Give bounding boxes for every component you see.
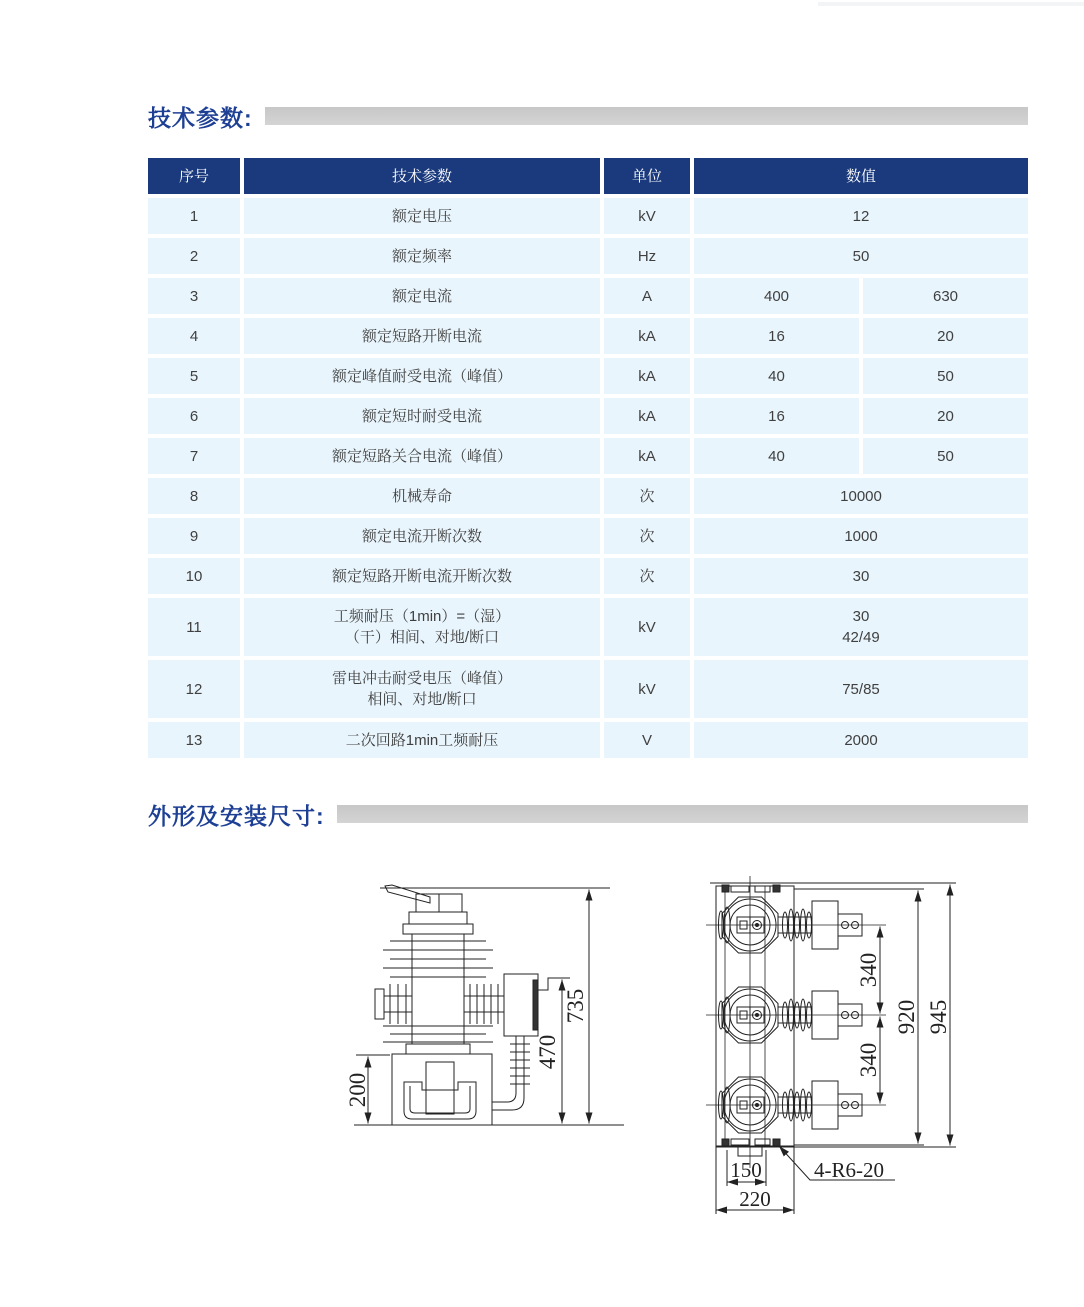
param-value: 40 — [694, 358, 859, 394]
param-unit: Hz — [604, 238, 690, 274]
param-name: 二次回路1min工频耐压 — [244, 722, 600, 758]
header-value: 数值 — [694, 158, 1028, 194]
top-view-poles — [706, 897, 886, 1133]
param-value: 20 — [863, 318, 1028, 354]
top-view-frame — [710, 876, 956, 1168]
param-unit: A — [604, 278, 690, 314]
dim-label-340-top: 340 — [856, 952, 881, 988]
row-number: 7 — [148, 438, 240, 474]
value-cells — [694, 318, 1028, 354]
param-unit: kA — [604, 398, 690, 434]
row-number: 5 — [148, 358, 240, 394]
dim-label-220: 220 — [739, 1187, 771, 1211]
param-value: 400 — [694, 278, 859, 314]
param-name: 额定短路开断电流开断次数 — [244, 558, 600, 594]
param-value: 50 — [863, 438, 1028, 474]
row-number: 12 — [148, 660, 240, 718]
value-cells — [694, 598, 1028, 656]
param-value: 16 — [694, 398, 859, 434]
mounting-hole-note: 4-R6-20 — [814, 1158, 884, 1182]
row-number: 1 — [148, 198, 240, 234]
value-cells — [694, 198, 1028, 234]
dim-label-945: 945 — [926, 999, 951, 1035]
row-number: 4 — [148, 318, 240, 354]
value-cells — [694, 518, 1028, 554]
value-cells — [694, 398, 1028, 434]
param-name: 额定电压 — [244, 198, 600, 234]
value-cells — [694, 238, 1028, 274]
section-title-dimensions: 外形及安装尺寸: — [148, 803, 325, 829]
dim-label-200: 200 — [345, 1072, 370, 1108]
param-unit: kV — [604, 660, 690, 718]
table-row — [148, 478, 1028, 514]
page-edge-band — [818, 2, 1084, 6]
param-value: 75/85 — [694, 660, 1028, 718]
param-value: 10000 — [694, 478, 1028, 514]
param-value: 40 — [694, 438, 859, 474]
param-value: 630 — [863, 278, 1028, 314]
param-unit: 次 — [604, 558, 690, 594]
param-value: 12 — [694, 198, 1028, 234]
param-name: 额定电流 — [244, 278, 600, 314]
param-name: 雷电冲击耐受电压（峰值） 相间、对地/断口 — [244, 660, 600, 718]
table-row — [148, 238, 1028, 274]
param-value: 1000 — [694, 518, 1028, 554]
dim-label-150: 150 — [730, 1158, 762, 1182]
value-cells — [694, 722, 1028, 758]
header-param: 技术参数 — [244, 158, 600, 194]
row-number: 13 — [148, 722, 240, 758]
table-row — [148, 278, 1028, 314]
param-value: 16 — [694, 318, 859, 354]
row-number: 11 — [148, 598, 240, 656]
table-row — [148, 198, 1028, 234]
table-row — [148, 558, 1028, 594]
param-value: 30 42/49 — [694, 598, 1028, 656]
section-title-bar — [265, 107, 1028, 125]
value-cells — [694, 358, 1028, 394]
param-name: 额定电流开断次数 — [244, 518, 600, 554]
table-row — [148, 598, 1028, 656]
param-name: 额定短路开断电流 — [244, 318, 600, 354]
param-value: 30 — [694, 558, 1028, 594]
param-name: 工频耐压（1min）=（湿） （干）相间、对地/断口 — [244, 598, 600, 656]
dim-label-920: 920 — [894, 999, 919, 1035]
dim-label-470: 470 — [535, 1034, 560, 1070]
param-unit: kV — [604, 598, 690, 656]
param-unit: kA — [604, 358, 690, 394]
value-cells — [694, 558, 1028, 594]
param-value: 2000 — [694, 722, 1028, 758]
row-number: 8 — [148, 478, 240, 514]
table-row — [148, 438, 1028, 474]
param-name: 额定短时耐受电流 — [244, 398, 600, 434]
row-number: 9 — [148, 518, 240, 554]
param-value: 50 — [863, 358, 1028, 394]
table-header-row — [148, 158, 1028, 194]
table-row — [148, 318, 1028, 354]
param-name: 机械寿命 — [244, 478, 600, 514]
row-number: 10 — [148, 558, 240, 594]
param-name: 额定峰值耐受电流（峰值） — [244, 358, 600, 394]
section-title-bar-2 — [337, 805, 1028, 823]
table-row — [148, 660, 1028, 718]
param-unit: kA — [604, 318, 690, 354]
param-name: 额定短路关合电流（峰值） — [244, 438, 600, 474]
row-number: 6 — [148, 398, 240, 434]
side-view-dimension-labels — [345, 989, 588, 1108]
value-cells — [694, 660, 1028, 718]
table-row — [148, 518, 1028, 554]
row-number: 2 — [148, 238, 240, 274]
table-row — [148, 398, 1028, 434]
value-cells — [694, 278, 1028, 314]
header-unit: 单位 — [604, 158, 690, 194]
value-cells — [694, 438, 1028, 474]
param-name: 额定频率 — [244, 238, 600, 274]
dim-label-735: 735 — [563, 988, 588, 1024]
dim-label-340-bottom: 340 — [856, 1042, 881, 1078]
param-value: 20 — [863, 398, 1028, 434]
param-unit: 次 — [604, 478, 690, 514]
param-unit: kA — [604, 438, 690, 474]
param-unit: kV — [604, 198, 690, 234]
section-title-tech-params: 技术参数: — [148, 105, 253, 131]
spec-table-body — [148, 198, 1028, 758]
param-unit: V — [604, 722, 690, 758]
side-view-drawing — [345, 872, 642, 1172]
row-number: 3 — [148, 278, 240, 314]
param-unit: 次 — [604, 518, 690, 554]
spec-table — [148, 158, 1028, 762]
table-row — [148, 358, 1028, 394]
table-row — [148, 722, 1028, 758]
header-index: 序号 — [148, 158, 240, 194]
top-view-drawing — [700, 868, 1010, 1233]
value-cells — [694, 478, 1028, 514]
param-value: 50 — [694, 238, 1028, 274]
